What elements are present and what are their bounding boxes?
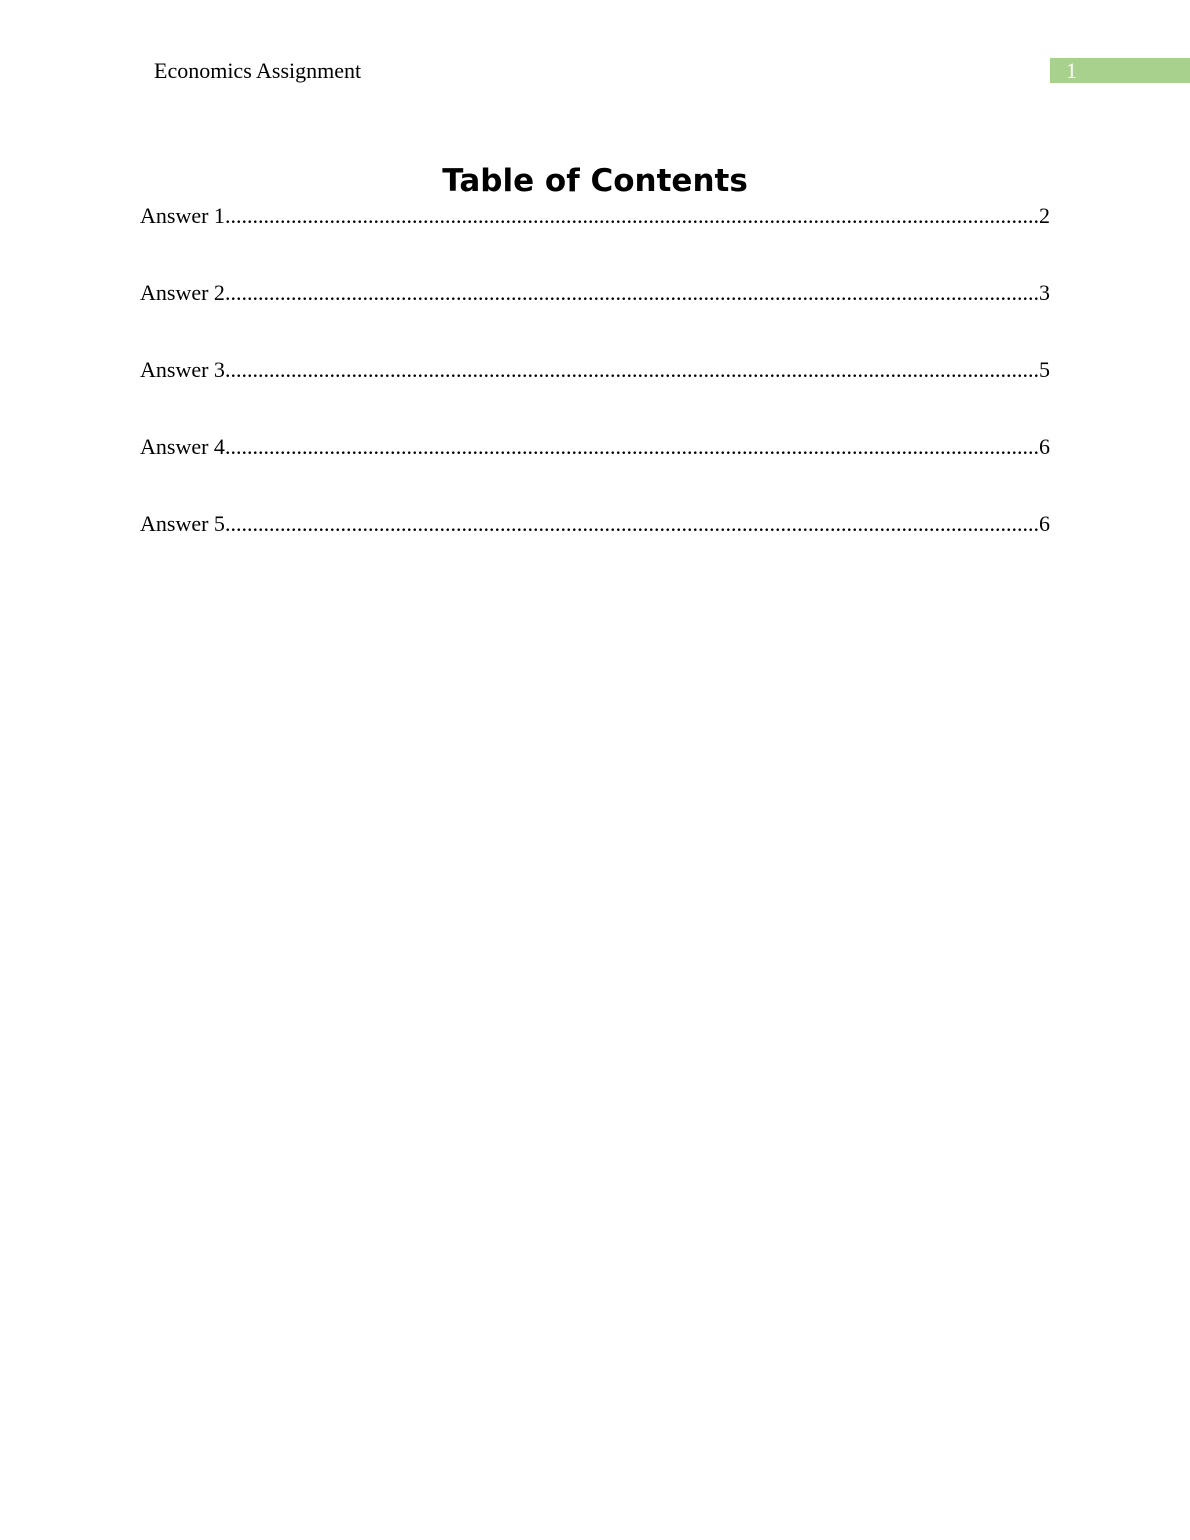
toc-entry-page: 6 xyxy=(1039,434,1050,459)
toc-entry-label: Answer 5 xyxy=(140,511,225,536)
toc-dot-leader xyxy=(225,202,1039,230)
toc-entry-answer-1[interactable] xyxy=(140,202,1050,230)
toc-entry-answer-3[interactable] xyxy=(140,356,1050,384)
toc-dot-leader xyxy=(225,356,1039,384)
toc-entry-answer-4[interactable] xyxy=(140,433,1050,461)
toc-list xyxy=(140,202,1050,587)
toc-entry-label: Answer 1 xyxy=(140,203,225,228)
toc-dot-leader xyxy=(225,279,1039,307)
toc-dot-leader xyxy=(225,510,1039,538)
toc-dot-leader xyxy=(225,433,1039,461)
toc-entry-page: 2 xyxy=(1039,203,1050,228)
page-number-badge xyxy=(1050,58,1190,83)
toc-entry-label: Answer 3 xyxy=(140,357,225,382)
toc-entry-page: 3 xyxy=(1039,280,1050,305)
toc-entry-label: Answer 2 xyxy=(140,280,225,305)
toc-entry-page: 6 xyxy=(1039,511,1050,536)
toc-entry-label: Answer 4 xyxy=(140,434,225,459)
header-title: Economics Assignment xyxy=(154,58,362,83)
page-number: 1 xyxy=(1066,58,1077,83)
toc-entry-answer-2[interactable] xyxy=(140,279,1050,307)
toc-heading: Table of Contents xyxy=(442,163,748,199)
toc-entry-page: 5 xyxy=(1039,357,1050,382)
toc-entry-answer-5[interactable] xyxy=(140,510,1050,538)
